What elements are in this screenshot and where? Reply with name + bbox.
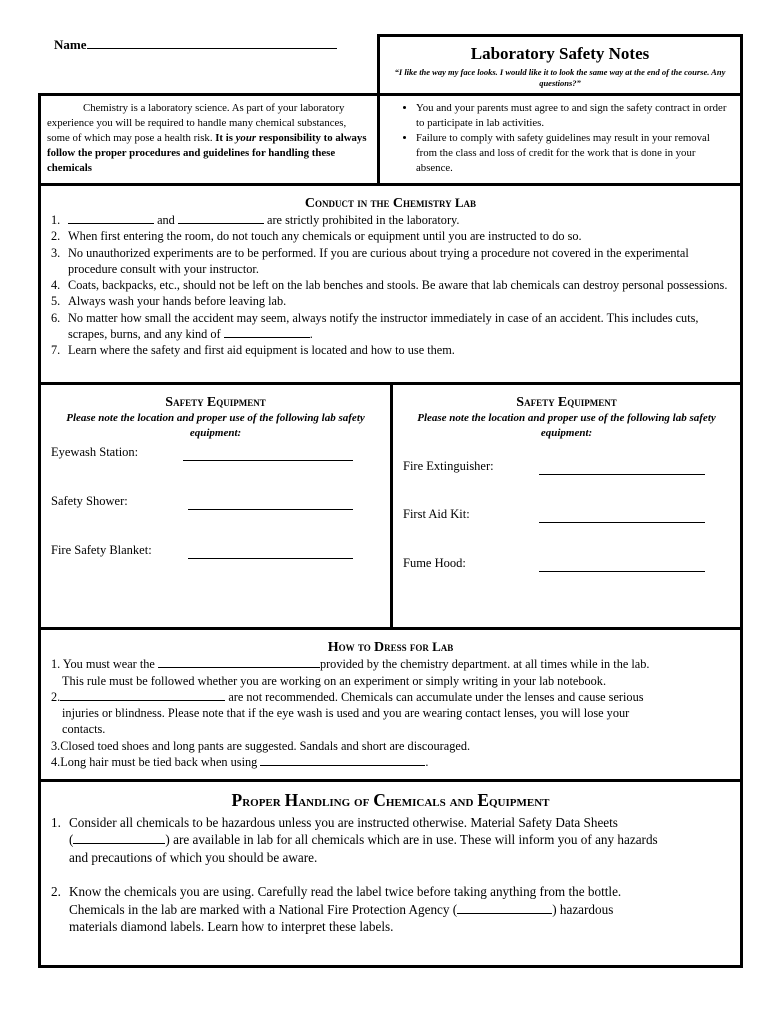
handling-box [38, 779, 743, 968]
equipment-right-note: Please note the location and proper use of the following lab safety equipment: [417, 412, 716, 439]
intro-box [38, 93, 380, 186]
equipment-blank[interactable] [188, 508, 353, 510]
conduct-rule: 1. and are strictly prohibited in the laboratory. [51, 213, 460, 227]
equipment-blank[interactable] [183, 459, 353, 461]
conduct-blank[interactable] [224, 326, 310, 338]
conduct-rule: 7. Learn where the safety and first aid equipment is located and how to use them. [51, 343, 455, 358]
handling-rule: 2. Know the chemicals you are using. Carefully read the label twice before taking anything from the bottle. Chemicals in the lab are marked with a National Fire Protection Agency ( ) hazardous materials diamond labels. Learn how to interpret these labels. [51, 884, 622, 934]
conduct-rule: 3. No unauthorized experiments are to be performed. If you are curious about trying a procedure not covered in the experimental procedure consult with your instructor. [51, 245, 689, 276]
name-field[interactable] [54, 37, 337, 53]
header-quote: “I like the way my face looks. I would like it to look the same way at the end of the course. Any questions?” [394, 67, 726, 88]
equipment-right-title: Safety Equipment [516, 394, 617, 410]
conduct-box [38, 183, 743, 385]
header-box [377, 34, 743, 96]
contract-bullet: • Failure to comply with safety guidelines may result in your removal from the class and loss of credit for the work that is done in your absence. [416, 131, 732, 176]
intro-text [47, 101, 371, 176]
nfpa-blank[interactable] [457, 902, 552, 914]
dress-blank[interactable] [260, 754, 425, 766]
equipment-right-box [390, 382, 743, 630]
dress-rule-cont: This rule must be followed whether you are working on an experiment or simply writing in your lab notebook. [62, 673, 607, 688]
name-blank[interactable] [87, 37, 337, 49]
intro-lead: Chemistry is a laboratory science. As part of your laboratory experience you will be required to handle many chemical substances, some of which may pose a health risk. [47, 102, 347, 144]
intro-bold-italic: your [235, 132, 257, 144]
dress-rule-cont: injuries or blindness. Please note that if the eye wash is used and you are wearing contact lenses, you will lose your [62, 706, 630, 721]
equipment-label: Eyewash Station: [51, 445, 139, 459]
intro-bold-start: It is [215, 132, 233, 144]
dress-rule: 1. You must wear the provided by the chemistry department. at all times while in the lab. [51, 657, 650, 672]
intro-bold-end: responsibility to always follow the proper procedures and guidelines for handling these chemicals [47, 132, 367, 174]
equipment-blank[interactable] [539, 570, 705, 572]
contract-bullet: • You and your parents must agree to and sign the safety contract in order to participate in lab activities. [416, 101, 732, 131]
equipment-label: Fume Hood: [403, 556, 466, 570]
equipment-label: Fire Extinguisher: [403, 459, 494, 473]
dress-box [38, 627, 743, 782]
conduct-rule: 5. Always wash your hands before leaving lab. [51, 294, 287, 309]
name-label: Name [54, 37, 87, 52]
conduct-blank[interactable] [178, 212, 264, 224]
equipment-left-title: Safety Equipment [165, 394, 266, 410]
dress-rule-cont: contacts. [62, 722, 106, 737]
page-title: Laboratory Safety Notes [470, 44, 650, 63]
equipment-blank[interactable] [539, 473, 705, 475]
contract-box [377, 93, 743, 186]
msds-blank[interactable] [73, 832, 165, 844]
conduct-rule: 4. Coats, backpacks, etc., should not be left on the lab benches and stools. Be aware that lab chemicals can destroy personal possessions. [51, 278, 728, 293]
equipment-left-box [38, 382, 393, 630]
conduct-blank[interactable] [68, 212, 154, 224]
contract-bullets [388, 101, 732, 176]
dress-rule: 3.Closed toed shoes and long pants are suggested. Sandals and short are discouraged. [51, 738, 471, 753]
dress-title: How to Dress for Lab [327, 639, 454, 655]
equipment-label: First Aid Kit: [403, 507, 470, 521]
conduct-rules [51, 212, 730, 359]
dress-blank[interactable] [158, 656, 320, 668]
conduct-rule: 2. When first entering the room, do not touch any chemicals or equipment until you are instructed to do so. [51, 229, 582, 244]
equipment-label: Fire Safety Blanket: [51, 543, 152, 557]
equipment-blank[interactable] [188, 557, 353, 559]
conduct-rule: 6. No matter how small the accident may seem, always notify the instructor immediately in case of an accident. This includes cuts, scrapes, burns, and any kind of . [51, 310, 699, 342]
dress-rule: 2. are not recommended. Chemicals can accumulate under the lenses and cause serious [51, 689, 644, 704]
dress-blank[interactable] [60, 689, 225, 701]
equipment-label: Safety Shower: [51, 494, 128, 508]
equipment-left-note: Please note the location and proper use of the following lab safety equipment: [66, 412, 365, 439]
handling-rule: 1. Consider all chemicals to be hazardous unless you are instructed otherwise. Material Safety Data Sheets ( ) are available in lab for all chemicals which are in use. These will inform you of any hazards and precautions of which you should be aware. [51, 814, 658, 865]
equipment-blank[interactable] [539, 521, 705, 523]
dress-rule: 4.Long hair must be tied back when using . [51, 755, 429, 770]
handling-title: Proper Handling of Chemicals and Equipment [231, 790, 550, 810]
conduct-title: Conduct in the Chemistry Lab [304, 195, 477, 211]
